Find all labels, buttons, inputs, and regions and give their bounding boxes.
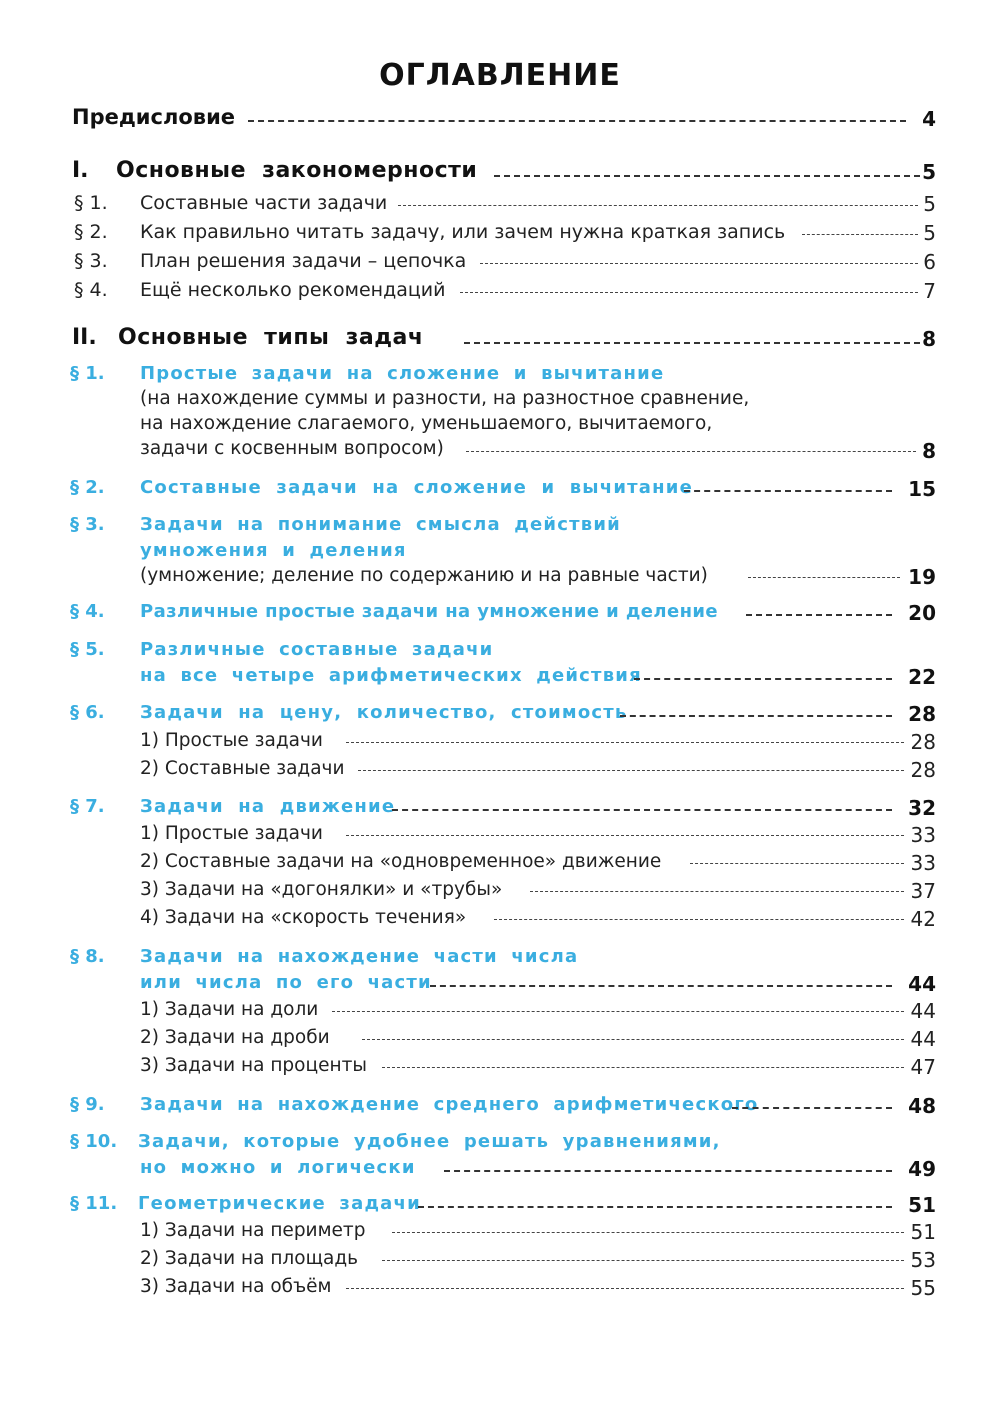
- toc-subentry[interactable]: [0, 1276, 1000, 1302]
- toc-subentry[interactable]: [0, 879, 1000, 905]
- section-number: § 9.: [70, 1094, 105, 1115]
- toc-section-9[interactable]: [0, 1094, 1000, 1122]
- section-title: но можно и логически: [140, 1157, 416, 1178]
- page-number: 44: [910, 1027, 936, 1051]
- leader-dots: [746, 614, 892, 616]
- chapter-number: II.: [72, 325, 97, 350]
- section-description: на нахождение слагаемого, уменьшаемого, вычитаемого,: [140, 413, 713, 434]
- subentry-title: 2) Составные задачи: [140, 758, 345, 779]
- toc-subentry[interactable]: [0, 999, 1000, 1025]
- page-number: 28: [908, 702, 936, 726]
- page-number: 7: [923, 279, 936, 303]
- toc-entry[interactable]: [0, 279, 1000, 305]
- toc-section-3[interactable]: [0, 514, 1000, 590]
- toc-subentry[interactable]: [0, 1027, 1000, 1053]
- leader-dots: [732, 1107, 892, 1109]
- chapter-title: Основные закономерности: [116, 158, 478, 183]
- leader-dots: [392, 809, 892, 811]
- section-title: умножения и деления: [140, 540, 407, 561]
- section-title: на все четыре арифметических действия: [140, 665, 642, 686]
- toc-section-8[interactable]: [0, 946, 1000, 998]
- entry-title: Ещё несколько рекомендаций: [140, 279, 446, 301]
- leader-dots: [634, 678, 892, 680]
- page-number: 51: [908, 1193, 936, 1217]
- leader-dots: [346, 1288, 904, 1289]
- page-number: 42: [910, 907, 936, 931]
- section-title: Задачи на нахождение части числа: [140, 946, 579, 967]
- toc-entry[interactable]: [0, 221, 1000, 247]
- entry-title: Составные части задачи: [140, 192, 388, 214]
- section-title: Простые задачи на сложение и вычитание: [140, 363, 665, 384]
- page-title: ОГЛАВЛЕНИЕ: [379, 58, 621, 93]
- entry-title: Как правильно читать задачу, или зачем нужна краткая запись: [140, 221, 786, 243]
- toc-entry[interactable]: [0, 250, 1000, 276]
- subentry-title: 1) Простые задачи: [140, 823, 323, 844]
- section-title: или числа по его части: [140, 972, 432, 993]
- toc-section-1[interactable]: [0, 363, 1000, 463]
- subentry-title: 2) Задачи на дроби: [140, 1027, 330, 1048]
- toc-subentry[interactable]: [0, 907, 1000, 933]
- page-number: 28: [910, 730, 936, 754]
- leader-dots: [398, 205, 918, 206]
- page-number: 20: [908, 601, 936, 625]
- subentry-title: 2) Задачи на площадь: [140, 1248, 359, 1269]
- page-number: 48: [908, 1094, 936, 1118]
- leader-dots: [748, 577, 900, 578]
- subentry-title: 3) Задачи на объём: [140, 1276, 332, 1297]
- section-title: Задачи на понимание смысла действий: [140, 514, 621, 535]
- page-number: 5: [923, 192, 936, 216]
- section-description: (умножение; деление по содержанию и на равные части): [140, 565, 708, 586]
- section-number: § 6.: [70, 702, 105, 723]
- toc-subentry[interactable]: [0, 823, 1000, 849]
- section-title: Задачи, которые удобнее решать уравнениями,: [138, 1131, 721, 1152]
- toc-subentry[interactable]: [0, 730, 1000, 756]
- section-number: § 7.: [70, 796, 105, 817]
- leader-dots: [494, 175, 920, 177]
- page-number: 44: [908, 972, 936, 996]
- paragraph-number: § 2.: [74, 221, 108, 243]
- toc-chapter-2[interactable]: [0, 325, 1000, 355]
- section-number: § 8.: [70, 946, 105, 967]
- page-number: 55: [910, 1276, 936, 1300]
- section-title: Геометрические задачи: [138, 1193, 421, 1214]
- page-number: 5: [923, 221, 936, 245]
- page-number: 32: [908, 796, 936, 820]
- leader-dots: [530, 891, 904, 892]
- section-title: Различные простые задачи на умножение и деление: [140, 601, 719, 622]
- toc-entry[interactable]: [0, 192, 1000, 218]
- section-number: § 3.: [70, 514, 105, 535]
- toc-subentry[interactable]: [0, 1055, 1000, 1081]
- section-number: § 11.: [70, 1193, 118, 1214]
- page-number: 22: [908, 665, 936, 689]
- leader-dots: [418, 1206, 892, 1208]
- page-number: 15: [908, 477, 936, 501]
- toc-subentry[interactable]: [0, 851, 1000, 877]
- section-title: Составные задачи на сложение и вычитание: [140, 477, 693, 498]
- subentry-title: 3) Задачи на проценты: [140, 1055, 367, 1076]
- leader-dots: [346, 835, 904, 836]
- leader-dots: [464, 342, 920, 344]
- leader-dots: [248, 120, 906, 122]
- toc-section-10[interactable]: [0, 1131, 1000, 1183]
- section-title: Задачи на нахождение среднего арифметического: [140, 1094, 759, 1115]
- subentry-title: 3) Задачи на «догонялки» и «трубы»: [140, 879, 503, 900]
- section-number: § 10.: [70, 1131, 118, 1152]
- leader-dots: [346, 742, 904, 743]
- page-number: 19: [908, 565, 936, 589]
- leader-dots: [392, 1232, 904, 1233]
- leader-dots: [494, 919, 904, 920]
- section-description: задачи с косвенным вопросом): [140, 438, 444, 459]
- toc-section-4[interactable]: [0, 601, 1000, 629]
- leader-dots: [362, 1039, 904, 1040]
- toc-section-7[interactable]: [0, 796, 1000, 824]
- entry-title: План решения задачи – цепочка: [140, 250, 467, 272]
- toc-section-5[interactable]: [0, 639, 1000, 691]
- toc-section-11[interactable]: [0, 1193, 1000, 1221]
- page-number: 28: [910, 758, 936, 782]
- section-number: § 4.: [70, 601, 105, 622]
- section-title: Задачи на цену, количество, стоимость: [140, 702, 628, 723]
- leader-dots: [382, 1067, 904, 1068]
- toc-chapter-1[interactable]: [0, 158, 1000, 188]
- subentry-title: 1) Задачи на периметр: [140, 1220, 366, 1241]
- paragraph-number: § 1.: [74, 192, 108, 214]
- page-number: 5: [922, 160, 936, 184]
- page-number: 6: [923, 250, 936, 274]
- page-number: 37: [910, 879, 936, 903]
- page-number: 33: [910, 851, 936, 875]
- leader-dots: [332, 1011, 904, 1012]
- page-number: 8: [922, 439, 936, 463]
- chapter-number: I.: [72, 158, 89, 183]
- subentry-title: 1) Задачи на доли: [140, 999, 319, 1020]
- chapter-title: Основные типы задач: [118, 325, 424, 350]
- leader-dots: [684, 490, 892, 492]
- leader-dots: [382, 1260, 904, 1261]
- leader-dots: [460, 292, 918, 293]
- section-title: Различные составные задачи: [140, 639, 494, 660]
- page-number: 53: [910, 1248, 936, 1272]
- paragraph-number: § 4.: [74, 279, 108, 301]
- section-title: Задачи на движение: [140, 796, 396, 817]
- toc-subentry[interactable]: [0, 1248, 1000, 1274]
- leader-dots: [444, 1170, 892, 1172]
- toc-entry-preface[interactable]: [0, 105, 1000, 133]
- leader-dots: [358, 770, 904, 771]
- toc-section-2[interactable]: [0, 477, 1000, 505]
- page-number: 44: [910, 999, 936, 1023]
- toc-subentry[interactable]: [0, 1220, 1000, 1246]
- page-number: 51: [910, 1220, 936, 1244]
- page-number: 47: [910, 1055, 936, 1079]
- page-number: 49: [908, 1157, 936, 1181]
- leader-dots: [802, 234, 918, 235]
- leader-dots: [466, 451, 916, 452]
- paragraph-number: § 3.: [74, 250, 108, 272]
- page-number: 8: [922, 327, 936, 351]
- toc-section-6[interactable]: [0, 702, 1000, 730]
- leader-dots: [620, 715, 892, 717]
- subentry-title: 1) Простые задачи: [140, 730, 323, 751]
- leader-dots: [690, 863, 904, 864]
- page-number: 33: [910, 823, 936, 847]
- page-number: 4: [922, 107, 936, 131]
- section-number: § 1.: [70, 363, 105, 384]
- leader-dots: [430, 985, 892, 987]
- subentry-title: 4) Задачи на «скорость течения»: [140, 907, 467, 928]
- preface-label: Предисловие: [72, 105, 236, 129]
- section-number: § 2.: [70, 477, 105, 498]
- toc-subentry[interactable]: [0, 758, 1000, 784]
- section-number: § 5.: [70, 639, 105, 660]
- leader-dots: [480, 263, 918, 264]
- section-description: (на нахождение суммы и разности, на разностное сравнение,: [140, 388, 750, 409]
- subentry-title: 2) Составные задачи на «одновременное» движение: [140, 851, 662, 872]
